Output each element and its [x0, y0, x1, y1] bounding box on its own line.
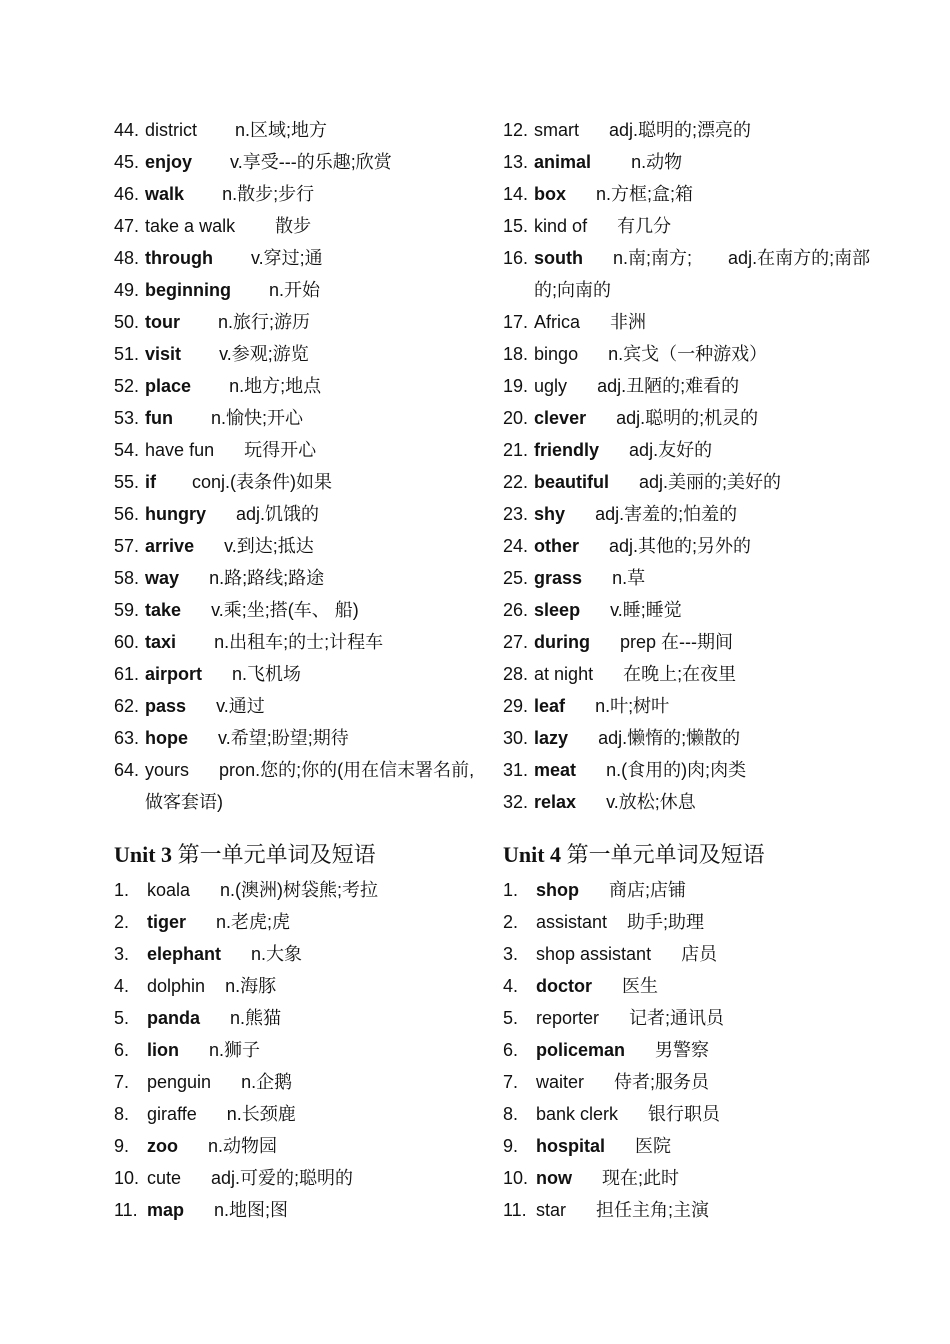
entry-number: 44.: [114, 120, 140, 140]
entry-number: 49.: [114, 280, 140, 300]
vocab-entry: [114, 338, 486, 370]
vocab-entry: [114, 146, 486, 178]
entry-number: 2.: [503, 912, 519, 932]
vocab-entry: [503, 970, 883, 1002]
entry-definition: 在晚上;在夜里: [623, 664, 737, 684]
entry-definition: v.希望;盼望;期待: [218, 728, 349, 748]
vocab-entry: [503, 178, 883, 210]
left-vocab-list: [114, 114, 486, 818]
entry-word: assistant: [536, 912, 608, 932]
entry-definition: 医生: [622, 976, 658, 996]
entry-definition: n.方框;盒;箱: [596, 184, 694, 204]
entry-definition: 侍者;服务员: [614, 1072, 710, 1092]
vocab-entry: [503, 402, 883, 434]
vocab-entry: [503, 434, 883, 466]
entry-number: 18.: [503, 344, 529, 364]
vocab-entry: [503, 306, 883, 338]
entry-number: 21.: [503, 440, 529, 460]
vocab-entry: [114, 626, 486, 658]
entry-definition: n.(澳洲)树袋熊;考拉: [220, 880, 379, 900]
entry-definition: 有几分: [617, 216, 672, 236]
entry-number: 6.: [114, 1040, 130, 1060]
entry-word: yours: [145, 760, 190, 780]
vocab-entry: [114, 402, 486, 434]
entry-number: 6.: [503, 1040, 519, 1060]
vocab-entry: [503, 938, 883, 970]
entry-word: policeman: [536, 1040, 626, 1060]
entry-word: now: [536, 1168, 572, 1188]
vocab-entry: [503, 242, 883, 306]
vocab-entry: [114, 1194, 486, 1226]
entry-number: 15.: [503, 216, 529, 236]
entry-word: tour: [145, 312, 181, 332]
entry-number: 19.: [503, 376, 529, 396]
entry-word: koala: [147, 880, 191, 900]
entry-word: arrive: [145, 536, 195, 556]
unit-4-label: Unit 4: [503, 842, 562, 867]
entry-definition: n.狮子: [209, 1040, 261, 1060]
entry-number: 60.: [114, 632, 140, 652]
entry-word: airport: [145, 664, 203, 684]
entry-number: 47.: [114, 216, 140, 236]
left-column: [114, 114, 486, 1226]
entry-definition: adj.友好的: [629, 440, 713, 460]
vocab-entry: [114, 1066, 486, 1098]
entry-word: box: [534, 184, 567, 204]
entry-number: 31.: [503, 760, 529, 780]
entry-definition: n.愉快;开心: [211, 408, 304, 428]
entry-number: 14.: [503, 184, 529, 204]
entry-number: 10.: [114, 1168, 140, 1188]
entry-number: 9.: [503, 1136, 519, 1156]
entry-word: shy: [534, 504, 566, 524]
unit-3-label: Unit 3: [114, 842, 173, 867]
vocab-entry: [503, 594, 883, 626]
entry-word: doctor: [536, 976, 592, 996]
entry-word: place: [145, 376, 192, 396]
entry-word: giraffe: [147, 1104, 197, 1124]
vocab-entry: [114, 306, 486, 338]
entry-number: 29.: [503, 696, 529, 716]
entry-definition: v.参观;游览: [219, 344, 309, 364]
entry-word: south: [534, 248, 584, 268]
entry-number: 3.: [503, 944, 519, 964]
vocab-entry: [503, 338, 883, 370]
entry-number: 51.: [114, 344, 140, 364]
entry-word: enjoy: [145, 152, 193, 172]
vocab-entry: [503, 210, 883, 242]
vocab-entry: [503, 466, 883, 498]
vocab-entry: [503, 370, 883, 402]
entry-word: cute: [147, 1168, 182, 1188]
entry-definition: 现在;此时: [602, 1168, 680, 1188]
entry-number: 30.: [503, 728, 529, 748]
entry-word: pass: [145, 696, 187, 716]
entry-word: smart: [534, 120, 580, 140]
entry-definition: pron.您的;你的(用在信末署名前,做客套语): [145, 760, 475, 812]
vocab-entry: [503, 1034, 883, 1066]
entry-number: 8.: [503, 1104, 519, 1124]
entry-word: map: [147, 1200, 185, 1220]
vocab-entry: [114, 274, 486, 306]
entry-word: shop: [536, 880, 579, 900]
entry-definition: v.穿过;通: [251, 248, 323, 268]
entry-number: 58.: [114, 568, 140, 588]
entry-word: friendly: [534, 440, 600, 460]
vocab-entry: [503, 722, 883, 754]
entry-number: 28.: [503, 664, 529, 684]
entry-definition: 商店;店铺: [609, 880, 687, 900]
vocab-entry: [503, 906, 883, 938]
right-column: [503, 114, 883, 1226]
entry-word: other: [534, 536, 580, 556]
entry-number: 27.: [503, 632, 529, 652]
entry-word: hospital: [536, 1136, 606, 1156]
entry-number: 13.: [503, 152, 529, 172]
vocab-entry: [503, 754, 883, 786]
entry-definition: v.通过: [216, 696, 265, 716]
entry-definition: n.地图;图: [214, 1200, 289, 1220]
entry-number: 8.: [114, 1104, 130, 1124]
entry-number: 46.: [114, 184, 140, 204]
entry-number: 20.: [503, 408, 529, 428]
entry-word: take: [145, 600, 182, 620]
entry-definition: conj.(表条件)如果: [192, 472, 333, 492]
vocab-entry: [114, 1002, 486, 1034]
vocab-entry: [503, 530, 883, 562]
vocab-entry: [503, 690, 883, 722]
entry-word: clever: [534, 408, 587, 428]
vocab-entry: [503, 114, 883, 146]
vocab-entry: [114, 498, 486, 530]
entry-number: 17.: [503, 312, 529, 332]
entry-definition: n.动物: [631, 152, 683, 172]
entry-number: 12.: [503, 120, 529, 140]
entry-definition: 散步: [275, 216, 312, 236]
entry-word: through: [145, 248, 214, 268]
entry-word: beautiful: [534, 472, 610, 492]
vocab-entry: [114, 690, 486, 722]
vocab-entry: [114, 1162, 486, 1194]
entry-definition: n.旅行;游历: [218, 312, 311, 332]
entry-definition: 店员: [681, 944, 718, 964]
entry-definition: 非洲: [610, 312, 647, 332]
entry-word: star: [536, 1200, 567, 1220]
entry-definition: v.到达;抵达: [224, 536, 314, 556]
entry-number: 4.: [114, 976, 130, 996]
vocab-entry: [114, 722, 486, 754]
entry-body: [145, 754, 486, 818]
entry-definition: n.企鹅: [241, 1072, 293, 1092]
entry-definition: n.路;路线;路途: [209, 568, 325, 588]
vocab-entry: [503, 498, 883, 530]
entry-definition: n.长颈鹿: [226, 1104, 296, 1124]
entry-word: district: [145, 120, 198, 140]
entry-word: bingo: [534, 344, 579, 364]
entry-definition: n.草: [612, 568, 646, 588]
entry-word: zoo: [147, 1136, 178, 1156]
entry-word: tiger: [147, 912, 187, 932]
entry-word: beginning: [145, 280, 232, 300]
entry-definition: n.出租车;的士;计程车: [214, 632, 384, 652]
vocab-entry: [114, 874, 486, 906]
entry-word: reporter: [536, 1008, 600, 1028]
entry-word: elephant: [147, 944, 222, 964]
entry-definition: 记者;通讯员: [629, 1008, 725, 1028]
vocab-entry: [114, 938, 486, 970]
entry-word: hope: [145, 728, 189, 748]
entry-word: take a walk: [145, 216, 236, 236]
entry-definition: n.宾戈（一种游戏）: [608, 344, 768, 364]
entry-word: have fun: [145, 440, 215, 460]
vocab-entry: [503, 562, 883, 594]
entry-number: 53.: [114, 408, 140, 428]
entry-definition: v.享受---的乐趣;欣赏: [230, 152, 392, 172]
vocab-entry: [114, 1034, 486, 1066]
entry-number: 48.: [114, 248, 140, 268]
entry-word: hungry: [145, 504, 207, 524]
entry-definition: 男警察: [655, 1040, 710, 1060]
entry-definition: 担任主角;主演: [596, 1200, 710, 1220]
right-vocab-list: [503, 114, 883, 818]
entry-definition: v.乘;坐;搭(车、 船): [211, 600, 359, 620]
entry-number: 10.: [503, 1168, 529, 1188]
unit-4-title: [503, 840, 883, 870]
entry-definition: 银行职员: [648, 1104, 721, 1124]
entry-definition: prep 在---期间: [620, 632, 734, 652]
entry-number: 1.: [114, 880, 130, 900]
entry-number: 50.: [114, 312, 140, 332]
entry-definition: adj.聪明的;机灵的: [616, 408, 759, 428]
vocab-entry: [503, 1130, 883, 1162]
entry-word: Africa: [534, 312, 581, 332]
vocab-entry: [114, 562, 486, 594]
vocab-entry: [114, 114, 486, 146]
entry-definition: n.飞机场: [232, 664, 302, 684]
entry-definition: n.叶;树叶: [595, 696, 670, 716]
vocab-entry: [114, 1098, 486, 1130]
entry-number: 62.: [114, 696, 140, 716]
entry-word: shop assistant: [536, 944, 652, 964]
entry-number: 63.: [114, 728, 140, 748]
vocab-entry: [503, 146, 883, 178]
entry-definition: adj.美丽的;美好的: [639, 472, 782, 492]
entry-word: lion: [147, 1040, 179, 1060]
entry-definition: n.开始: [269, 280, 321, 300]
entry-word: bank clerk: [536, 1104, 619, 1124]
entry-definition: n.大象: [251, 944, 303, 964]
vocab-entry: [114, 1130, 486, 1162]
entry-word: visit: [145, 344, 182, 364]
entry-word: animal: [534, 152, 592, 172]
vocab-entry: [114, 210, 486, 242]
unit-3-heading: 第一单元单词及短语: [177, 842, 376, 867]
vocab-entry: [503, 658, 883, 690]
vocab-entry: [503, 1194, 883, 1226]
entry-number: 23.: [503, 504, 529, 524]
entry-definition: adj.饥饿的: [236, 504, 320, 524]
entry-number: 5.: [503, 1008, 519, 1028]
entry-number: 11.: [503, 1200, 527, 1220]
vocab-entry: [503, 1098, 883, 1130]
entry-word: leaf: [534, 696, 566, 716]
entry-definition: adj.可爱的;聪明的: [211, 1168, 354, 1188]
vocab-entry: [114, 970, 486, 1002]
entry-number: 57.: [114, 536, 140, 556]
unit-3-vocab-list: [114, 874, 486, 1226]
unit-3-title: [114, 840, 486, 870]
entry-number: 25.: [503, 568, 529, 588]
entry-word: ugly: [534, 376, 568, 396]
entry-word: relax: [534, 792, 577, 812]
entry-definition: n.熊猫: [230, 1008, 282, 1028]
entry-number: 52.: [114, 376, 140, 396]
entry-word: penguin: [147, 1072, 212, 1092]
vocab-entry: [114, 370, 486, 402]
entry-body: [534, 242, 883, 306]
vocab-entry: [503, 874, 883, 906]
entry-definition: n.南;南方; adj.在南方的;南部的;向南的: [534, 248, 871, 300]
entry-definition: v.睡;睡觉: [610, 600, 682, 620]
entry-definition: 助手;助理: [627, 912, 705, 932]
entry-number: 59.: [114, 600, 140, 620]
entry-word: sleep: [534, 600, 581, 620]
entry-definition: v.放松;休息: [606, 792, 696, 812]
entry-definition: n.海豚: [225, 976, 277, 996]
vocab-entry: [114, 242, 486, 274]
vocab-entry: [114, 906, 486, 938]
vocab-entry: [114, 466, 486, 498]
entry-word: kind of: [534, 216, 588, 236]
entry-definition: n.(食用的)肉;肉类: [606, 760, 747, 780]
entry-definition: adj.害羞的;怕羞的: [595, 504, 738, 524]
vocab-entry: [503, 786, 883, 818]
entry-word: dolphin: [147, 976, 206, 996]
entry-number: 2.: [114, 912, 130, 932]
entry-number: 16.: [503, 248, 529, 268]
entry-number: 5.: [114, 1008, 130, 1028]
vocab-entry: [114, 434, 486, 466]
vocab-entry: [114, 530, 486, 562]
entry-word: walk: [145, 184, 185, 204]
entry-number: 3.: [114, 944, 130, 964]
vocab-entry: [114, 178, 486, 210]
entry-number: 64.: [114, 760, 140, 780]
entry-definition: adj.其他的;另外的: [609, 536, 752, 556]
entry-word: if: [145, 472, 157, 492]
vocab-entry: [114, 754, 486, 818]
entry-word: taxi: [145, 632, 177, 652]
vocab-entry: [114, 658, 486, 690]
entry-definition: n.地方;地点: [229, 376, 322, 396]
entry-number: 24.: [503, 536, 529, 556]
entry-word: meat: [534, 760, 577, 780]
entry-word: way: [145, 568, 180, 588]
entry-number: 22.: [503, 472, 529, 492]
entry-number: 7.: [114, 1072, 130, 1092]
entry-number: 56.: [114, 504, 140, 524]
entry-word: lazy: [534, 728, 569, 748]
entry-number: 45.: [114, 152, 140, 172]
entry-definition: adj.丑陋的;难看的: [597, 376, 740, 396]
entry-definition: n.老虎;虎: [216, 912, 291, 932]
vocab-entry: [503, 1162, 883, 1194]
entry-word: waiter: [536, 1072, 585, 1092]
entry-definition: adj.聪明的;漂亮的: [609, 120, 752, 140]
unit-4-heading: 第一单元单词及短语: [566, 842, 765, 867]
vocab-entry: [503, 1002, 883, 1034]
entry-number: 55.: [114, 472, 140, 492]
entry-definition: 医院: [635, 1136, 672, 1156]
entry-number: 54.: [114, 440, 140, 460]
entry-word: panda: [147, 1008, 201, 1028]
vocab-entry: [503, 626, 883, 658]
entry-definition: n.动物园: [208, 1136, 278, 1156]
entry-definition: n.散步;步行: [222, 184, 315, 204]
entry-number: 1.: [503, 880, 519, 900]
entry-word: at night: [534, 664, 594, 684]
entry-word: during: [534, 632, 591, 652]
entry-word: fun: [145, 408, 174, 428]
entry-number: 61.: [114, 664, 140, 684]
entry-number: 32.: [503, 792, 529, 812]
entry-number: 26.: [503, 600, 529, 620]
entry-number: 4.: [503, 976, 519, 996]
entry-definition: n.区域;地方: [235, 120, 328, 140]
entry-definition: adj.懒惰的;懒散的: [598, 728, 741, 748]
entry-number: 7.: [503, 1072, 519, 1092]
vocab-entry: [503, 1066, 883, 1098]
entry-definition: 玩得开心: [244, 440, 317, 460]
entry-word: grass: [534, 568, 583, 588]
vocab-entry: [114, 594, 486, 626]
entry-number: 11.: [114, 1200, 138, 1220]
unit-4-vocab-list: [503, 874, 883, 1226]
entry-number: 9.: [114, 1136, 130, 1156]
